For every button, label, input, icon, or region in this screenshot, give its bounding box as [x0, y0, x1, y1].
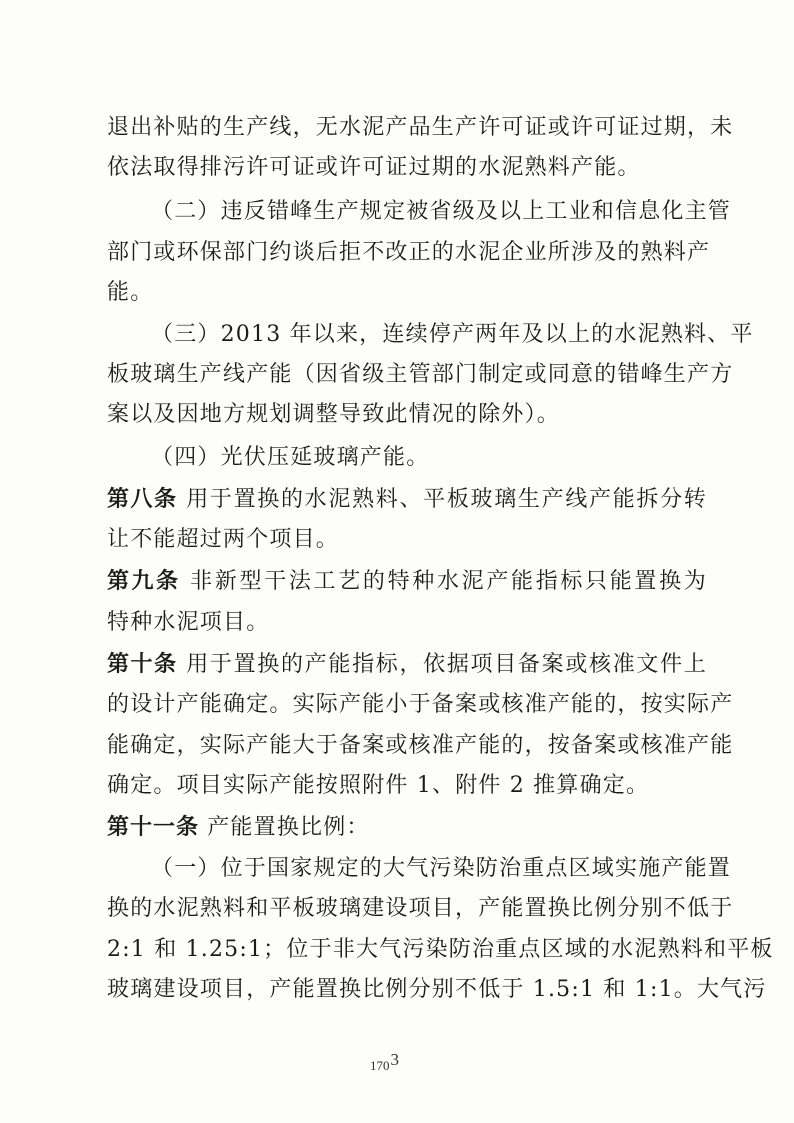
text-line: 换的水泥熟料和平板玻璃建设项目，产能置换比例分别不低于 — [107, 896, 734, 921]
article-10: 第十条 用于置换的产能指标，依据项目备案或核准文件上 — [107, 652, 707, 677]
page-number: 1703 — [370, 1050, 399, 1073]
text-line: 退出补贴的生产线，无水泥产品生产许可证或许可证过期，未 — [107, 115, 734, 140]
text-line: 能。 — [107, 280, 154, 305]
text-line: （三）2013 年以来，连续停产两年及以上的水泥熟料、平 — [151, 322, 754, 347]
article-heading: 第十一条 — [107, 815, 200, 840]
article-9: 第九条 非新型干法工艺的特种水泥产能指标只能置换为 — [107, 569, 707, 594]
text-line: 玻璃建设项目，产能置换比例分别不低于 1.5:1 和 1:1。大气污 — [107, 977, 767, 1002]
text-line: 让不能超过两个项目。 — [107, 527, 340, 552]
page-number-superscript: 3 — [390, 1050, 399, 1069]
text-line: 的设计产能确定。实际产能小于备案或核准产能的，按实际产 — [107, 692, 734, 717]
text-line: 板玻璃生产线产能（因省级主管部门制定或同意的错峰生产方 — [107, 362, 734, 387]
text-line: 确定。项目实际产能按照附件 1、附件 2 推算确定。 — [107, 773, 650, 798]
text-line: 部门或环保部门约谈后拒不改正的水泥企业所涉及的熟料产 — [107, 240, 711, 265]
text-line: （一）位于国家规定的大气污染防治重点区域实施产能置 — [151, 856, 732, 881]
article-heading: 第九条 — [107, 569, 181, 594]
text-line: 2:1 和 1.25:1；位于非大气污染防治重点区域的水泥熟料和平板 — [107, 937, 774, 962]
article-8: 第八条 用于置换的水泥熟料、平板玻璃生产线产能拆分转 — [107, 487, 707, 512]
text-line: 特种水泥项目。 — [107, 610, 270, 635]
article-heading: 第十条 — [107, 652, 178, 677]
text-line: 依法取得排污许可证或许可证过期的水泥熟料产能。 — [107, 155, 641, 180]
text-line: 案以及因地方规划调整导致此情况的除外）。 — [107, 402, 561, 427]
article-11: 第十一条 产能置换比例： — [107, 815, 370, 840]
article-heading: 第八条 — [107, 487, 178, 512]
text-line: 能确定，实际产能大于备案或核准产能的，按备案或核准产能 — [107, 733, 734, 758]
text-line: （四）光伏压延玻璃产能。 — [151, 445, 430, 470]
text-line: （二）违反错峰生产规定被省级及以上工业和信息化主管 — [151, 199, 732, 224]
